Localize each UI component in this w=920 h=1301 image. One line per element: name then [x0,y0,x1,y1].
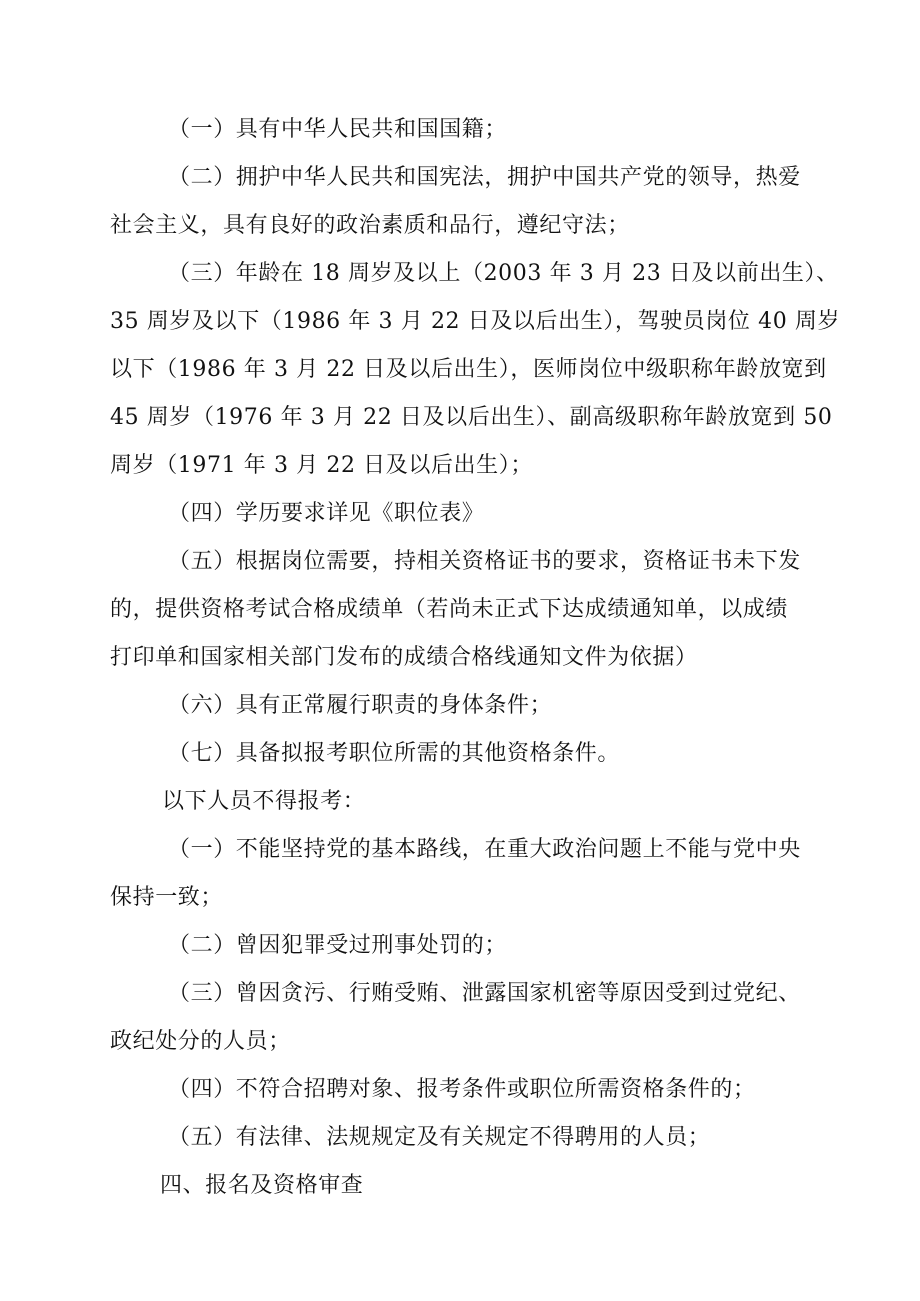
text-line: 以下人员不得报考： [162,789,366,814]
text-line: （一）不能坚持党的基本路线，在重大政治问题上不能与党中央 [168,837,801,862]
exclusion-5 [110,1114,812,1162]
text-line: （一）具有中华人民共和国国籍； [168,117,508,142]
requirement-4 [110,490,812,538]
text-line: 的，提供资格考试合格成绩单（若尚未正式下达成绩通知单，以成绩 [110,597,789,622]
text-line: （六）具有正常履行职责的身体条件； [168,693,553,718]
section-heading: 四、报名及资格审查 [160,1173,364,1198]
text-line: （二）曾因犯罪受过刑事处罚的； [168,933,508,958]
text-line: （五）有法律、法规规定及有关规定不得聘用的人员； [168,1125,711,1150]
exclusion-3 [110,970,812,1066]
document-body [110,106,841,1210]
requirement-6 [110,682,812,730]
text-line: （二）拥护中华人民共和国宪法，拥护中国共产党的领导，热爱 [168,165,801,190]
requirement-7 [110,730,812,778]
text-line: （四）学历要求详见《职位表》 [168,501,485,526]
text-line: （七）具备拟报考职位所需的其他资格条件。 [168,741,621,766]
exclusion-4 [110,1066,812,1114]
text-line: （三）年龄在 18 周岁及以上（2003 年 3 月 23 日及以前出生）、 [168,261,839,286]
text-line: 打印单和国家相关部门发布的成绩合格线通知文件为依据） [110,645,698,670]
text-line: 35 周岁及以下（1986 年 3 月 22 日及以后出生），驾驶员岗位 40 周岁 [110,309,841,334]
requirement-3 [110,250,841,490]
text-line: （三）曾因贪污、行贿受贿、泄露国家机密等原因受到过党纪、 [168,981,801,1006]
text-line: 社会主义，具有良好的政治素质和品行，遵纪守法； [110,213,630,238]
text-line: 周岁（1971 年 3 月 22 日及以后出生）； [110,453,533,478]
text-line: 45 周岁（1976 年 3 月 22 日及以后出生）、副高级职称年龄放宽到 50 [110,405,833,430]
exclusion-2 [110,922,812,970]
requirement-5 [110,538,812,682]
requirement-1 [110,106,812,154]
requirement-2 [110,154,812,250]
text-line: 保持一致； [110,885,224,910]
section-heading-registration [110,1162,812,1210]
text-line: （五）根据岗位需要，持相关资格证书的要求，资格证书未下发 [168,549,801,574]
exclusion-intro [110,778,812,826]
text-line: 以下（1986 年 3 月 22 日及以后出生），医师岗位中级职称年龄放宽到 [110,357,827,382]
exclusion-1 [110,826,812,922]
text-line: 政纪处分的人员； [110,1029,291,1054]
text-line: （四）不符合招聘对象、报考条件或职位所需资格条件的； [168,1077,756,1102]
